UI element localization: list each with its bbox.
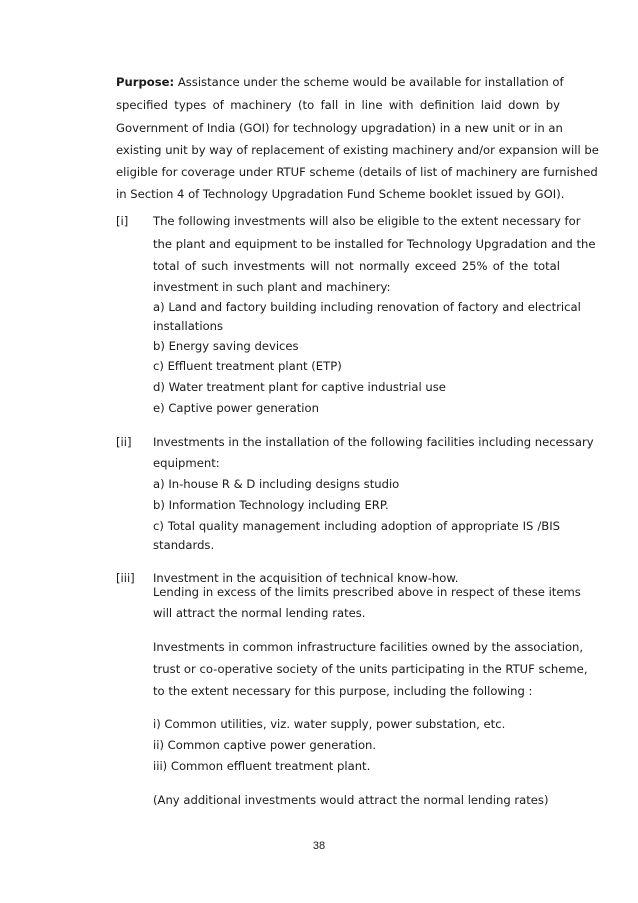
- purpose-line: Government of India (GOI) for technology upgradation) in a new unit or in an: [116, 121, 563, 135]
- item-1-line: the plant and equipment to be installed for Technology Upgradation and the: [153, 237, 596, 251]
- item-1-line: d) Water treatment plant for captive industrial use: [153, 380, 446, 394]
- purpose-line: existing unit by way of replacement of existing machinery and/or expansion will be: [116, 143, 599, 157]
- item-2-marker: [ii]: [116, 435, 132, 449]
- item-1-marker: [i]: [116, 214, 129, 228]
- page-number: 38: [312, 840, 326, 852]
- item-3-line: will attract the normal lending rates.: [153, 606, 366, 620]
- common-list-item: i) Common utilities, viz. water supply, power substation, etc.: [153, 717, 506, 731]
- purpose-line: eligible for coverage under RTUF scheme (details of list of machinery are furnished: [116, 165, 598, 179]
- common-line: to the extent necessary for this purpose, including the following :: [153, 684, 533, 698]
- item-1-line: e) Captive power generation: [153, 401, 319, 415]
- item-1-line: b) Energy saving devices: [153, 339, 299, 353]
- item-2-line: Investments in the installation of the following facilities including necessary: [153, 435, 594, 449]
- item-3-marker: [iii]: [116, 571, 135, 585]
- item-1-line: The following investments will also be eligible to the extent necessary for: [153, 214, 581, 228]
- purpose-label: Purpose:: [116, 75, 175, 89]
- item-1-line: installations: [153, 319, 224, 333]
- common-list-item: ii) Common captive power generation.: [153, 738, 377, 752]
- purpose-line-1: [116, 74, 564, 90]
- purpose-line-1-text: Assistance under the scheme would be available for installation of: [174, 75, 564, 89]
- item-2-line: standards.: [153, 538, 215, 552]
- item-1-line: investment in such plant and machinery:: [153, 280, 391, 294]
- purpose-line: in Section 4 of Technology Upgradation Fund Scheme booklet issued by GOI).: [116, 187, 565, 201]
- item-2-line: equipment:: [153, 456, 220, 470]
- common-line: trust or co-operative society of the units participating in the RTUF scheme,: [153, 662, 588, 676]
- item-2-line: b) Information Technology including ERP.: [153, 498, 389, 512]
- item-2-line: c) Total quality management including adoption of appropriate IS /BIS: [153, 519, 560, 533]
- common-list-item: iii) Common effluent treatment plant.: [153, 759, 371, 773]
- common-note: (Any additional investments would attract the normal lending rates): [153, 793, 549, 807]
- item-1-line: c) Effluent treatment plant (ETP): [153, 359, 342, 373]
- item-3-line: Investment in the acquisition of technical know-how.: [153, 571, 459, 585]
- item-3-line: Lending in excess of the limits prescribed above in respect of these items: [153, 585, 581, 599]
- item-1-line: a) Land and factory building including renovation of factory and electrical: [153, 300, 581, 314]
- item-2-line: a) In-house R & D including designs studio: [153, 477, 400, 491]
- common-line: Investments in common infrastructure facilities owned by the association,: [153, 640, 584, 654]
- item-1-line: total of such investments will not normally exceed 25% of the total: [153, 259, 560, 273]
- purpose-line: specified types of machinery (to fall in line with definition laid down by: [116, 98, 560, 112]
